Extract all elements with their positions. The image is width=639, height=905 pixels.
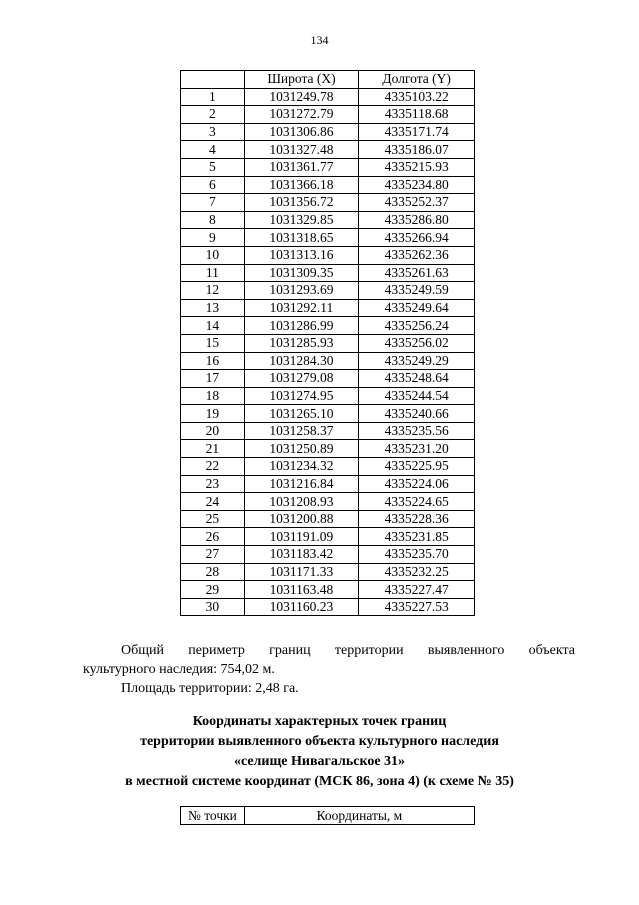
cell-point-number: 12 [181, 282, 245, 300]
cell-longitude: 4335235.70 [359, 546, 475, 564]
cell-latitude: 1031274.95 [244, 387, 359, 405]
perimeter-line-1: Общий периметр границ территории выявленного объекта [121, 643, 575, 658]
cell-latitude: 1031216.84 [244, 475, 359, 493]
cell-point-number: 3 [181, 123, 245, 141]
cell-latitude: 1031309.35 [244, 264, 359, 282]
cell-point-number: 27 [181, 546, 245, 564]
cell-longitude: 4335256.02 [359, 334, 475, 352]
cell-point-number: 8 [181, 211, 245, 229]
table-row [181, 475, 475, 493]
table-row [181, 299, 475, 317]
cell-point-number: 19 [181, 405, 245, 423]
table-header-row [181, 71, 475, 89]
table-row [181, 458, 475, 476]
table-row [181, 581, 475, 599]
cell-point-number: 4 [181, 141, 245, 159]
cell-point-number: 30 [181, 598, 245, 616]
cell-latitude: 1031329.85 [244, 211, 359, 229]
table-row [181, 229, 475, 247]
cell-latitude: 1031356.72 [244, 194, 359, 212]
cell-longitude: 4335228.36 [359, 510, 475, 528]
cell-latitude: 1031171.33 [244, 563, 359, 581]
table-row [181, 387, 475, 405]
cell-longitude: 4335244.54 [359, 387, 475, 405]
cell-longitude: 4335224.06 [359, 475, 475, 493]
column-header-point-number: № точки [181, 807, 245, 825]
table-row [181, 88, 475, 106]
table-row [181, 405, 475, 423]
cell-point-number: 2 [181, 106, 245, 124]
cell-point-number: 11 [181, 264, 245, 282]
cell-longitude: 4335225.95 [359, 458, 475, 476]
table-row [181, 106, 475, 124]
table-row [181, 598, 475, 616]
table-row [181, 246, 475, 264]
cell-longitude: 4335252.37 [359, 194, 475, 212]
table-row [181, 370, 475, 388]
cell-point-number: 5 [181, 158, 245, 176]
cell-latitude: 1031279.08 [244, 370, 359, 388]
table-row [181, 317, 475, 335]
table-row [181, 194, 475, 212]
table-row [181, 264, 475, 282]
cell-latitude: 1031293.69 [244, 282, 359, 300]
cell-point-number: 16 [181, 352, 245, 370]
cell-longitude: 4335249.64 [359, 299, 475, 317]
cell-latitude: 1031258.37 [244, 422, 359, 440]
table-row [181, 141, 475, 159]
table-row [181, 334, 475, 352]
cell-longitude: 4335232.25 [359, 563, 475, 581]
cell-longitude: 4335186.07 [359, 141, 475, 159]
table-row [181, 546, 475, 564]
cell-longitude: 4335262.36 [359, 246, 475, 264]
cell-longitude: 4335266.94 [359, 229, 475, 247]
table-row [181, 422, 475, 440]
heading-line-1: Координаты характерных точек границ [192, 714, 447, 729]
cell-latitude: 1031191.09 [244, 528, 359, 546]
table-row [181, 123, 475, 141]
cell-longitude: 4335224.65 [359, 493, 475, 511]
cell-longitude: 4335256.24 [359, 317, 475, 335]
cell-latitude: 1031272.79 [244, 106, 359, 124]
table-row [181, 510, 475, 528]
cell-latitude: 1031285.93 [244, 334, 359, 352]
table-row [181, 352, 475, 370]
cell-longitude: 4335240.66 [359, 405, 475, 423]
points-header-row [181, 807, 475, 825]
cell-latitude: 1031249.78 [244, 88, 359, 106]
area-paragraph: Площадь территории: 2,48 га. [121, 681, 299, 696]
cell-latitude: 1031265.10 [244, 405, 359, 423]
cell-point-number: 10 [181, 246, 245, 264]
table-row [181, 528, 475, 546]
table-row [181, 176, 475, 194]
table-row [181, 563, 475, 581]
cell-point-number: 18 [181, 387, 245, 405]
cell-longitude: 4335227.53 [359, 598, 475, 616]
cell-point-number: 20 [181, 422, 245, 440]
perimeter-line-2: культурного наследия: 754,02 м. [83, 662, 275, 677]
cell-point-number: 25 [181, 510, 245, 528]
cell-latitude: 1031250.89 [244, 440, 359, 458]
cell-point-number: 9 [181, 229, 245, 247]
table-row [181, 493, 475, 511]
cell-longitude: 4335235.56 [359, 422, 475, 440]
cell-point-number: 1 [181, 88, 245, 106]
cell-latitude: 1031306.86 [244, 123, 359, 141]
cell-point-number: 21 [181, 440, 245, 458]
cell-latitude: 1031183.42 [244, 546, 359, 564]
points-table [180, 806, 475, 825]
table-row [181, 211, 475, 229]
table-row [181, 158, 475, 176]
perimeter-paragraph [83, 641, 575, 679]
column-header-number [181, 71, 245, 89]
cell-longitude: 4335171.74 [359, 123, 475, 141]
cell-latitude: 1031286.99 [244, 317, 359, 335]
cell-longitude: 4335103.22 [359, 88, 475, 106]
cell-latitude: 1031327.48 [244, 141, 359, 159]
cell-latitude: 1031163.48 [244, 581, 359, 599]
cell-point-number: 6 [181, 176, 245, 194]
cell-longitude: 4335118.68 [359, 106, 475, 124]
cell-latitude: 1031208.93 [244, 493, 359, 511]
page-number: 134 [310, 33, 329, 47]
table-row [181, 440, 475, 458]
column-header-latitude: Широта (X) [244, 71, 359, 89]
cell-latitude: 1031318.65 [244, 229, 359, 247]
cell-longitude: 4335286.80 [359, 211, 475, 229]
heading-line-3: «селище Нивагальское 31» [233, 754, 406, 769]
heading-line-2: территории выявленного объекта культурного наследия [140, 734, 499, 749]
section-heading [0, 712, 639, 792]
cell-point-number: 26 [181, 528, 245, 546]
cell-latitude: 1031284.30 [244, 352, 359, 370]
column-header-coordinates: Координаты, м [244, 807, 474, 825]
cell-point-number: 29 [181, 581, 245, 599]
cell-point-number: 28 [181, 563, 245, 581]
coordinates-table [180, 70, 475, 616]
cell-longitude: 4335227.47 [359, 581, 475, 599]
cell-point-number: 14 [181, 317, 245, 335]
cell-longitude: 4335249.59 [359, 282, 475, 300]
cell-longitude: 4335248.64 [359, 370, 475, 388]
heading-line-4: в местной системе координат (МСК 86, зона 4) (к схеме № 35) [125, 774, 514, 789]
cell-latitude: 1031200.88 [244, 510, 359, 528]
cell-longitude: 4335249.29 [359, 352, 475, 370]
cell-longitude: 4335215.93 [359, 158, 475, 176]
cell-longitude: 4335234.80 [359, 176, 475, 194]
cell-latitude: 1031361.77 [244, 158, 359, 176]
cell-longitude: 4335231.20 [359, 440, 475, 458]
cell-point-number: 7 [181, 194, 245, 212]
cell-point-number: 23 [181, 475, 245, 493]
cell-point-number: 15 [181, 334, 245, 352]
cell-point-number: 13 [181, 299, 245, 317]
cell-latitude: 1031366.18 [244, 176, 359, 194]
cell-longitude: 4335261.63 [359, 264, 475, 282]
column-header-longitude: Долгота (Y) [359, 71, 475, 89]
cell-latitude: 1031160.23 [244, 598, 359, 616]
cell-latitude: 1031234.32 [244, 458, 359, 476]
cell-latitude: 1031313.16 [244, 246, 359, 264]
cell-point-number: 17 [181, 370, 245, 388]
cell-latitude: 1031292.11 [244, 299, 359, 317]
cell-point-number: 22 [181, 458, 245, 476]
cell-longitude: 4335231.85 [359, 528, 475, 546]
cell-point-number: 24 [181, 493, 245, 511]
table-row [181, 282, 475, 300]
